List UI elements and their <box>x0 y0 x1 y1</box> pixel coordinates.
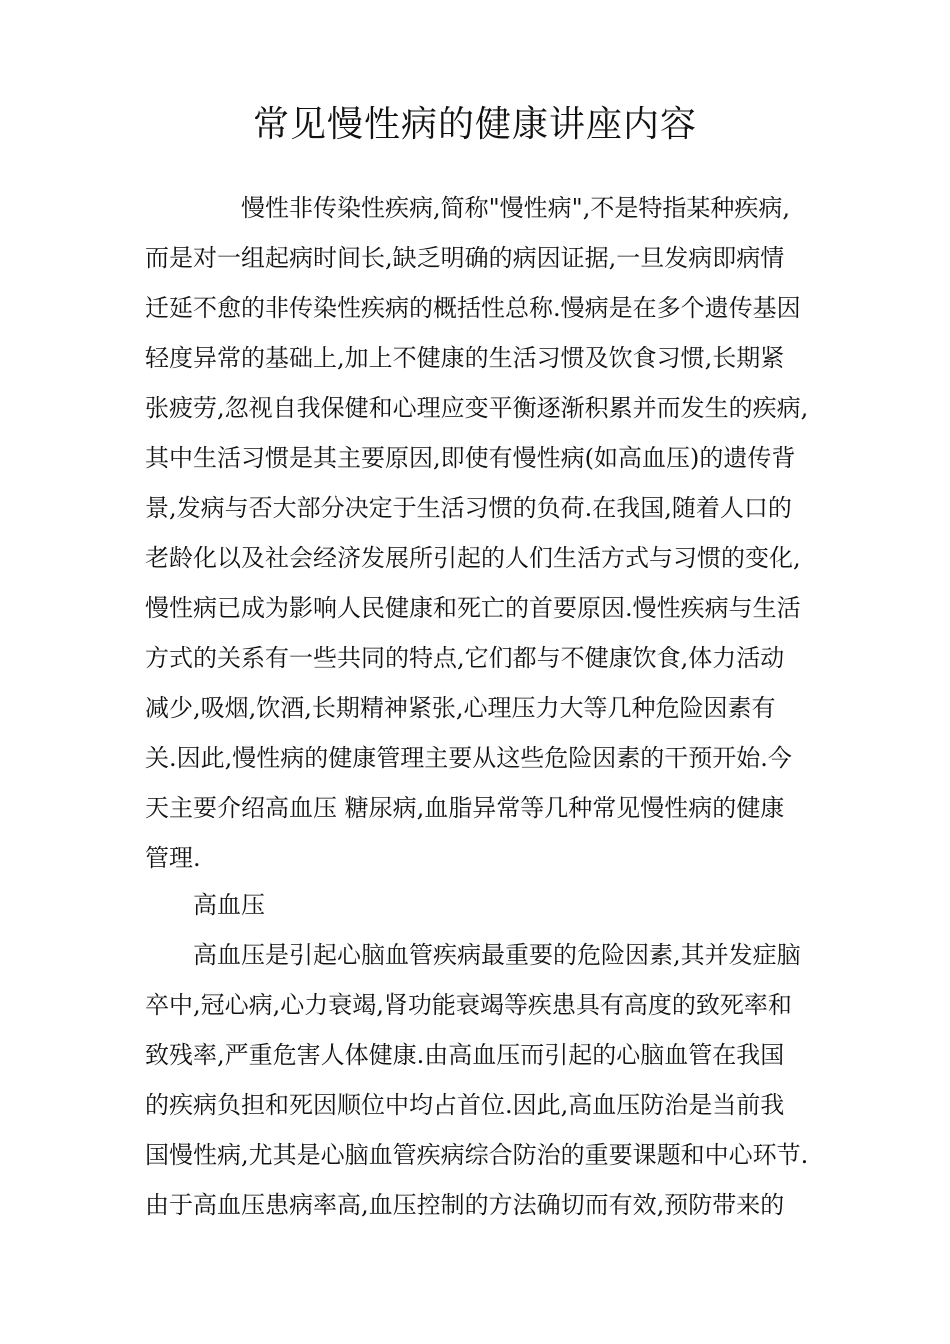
intro-paragraph <box>145 183 810 883</box>
paragraph-line: 迁延不愈的非传染性疾病的概括性总称.慢病是在多个遗传基因 <box>145 294 801 322</box>
paragraph-line: 慢性病已成为影响人民健康和死亡的首要原因.慢性疾病与生活 <box>145 594 801 622</box>
paragraph-line: 轻度异常的基础上,加上不健康的生活习惯及饮食习惯,长期紧 <box>145 344 785 372</box>
section-heading-text: 高血压 <box>145 891 265 919</box>
paragraph-line: 高血压是引起心脑血管疾病最重要的危险因素,其并发症脑 <box>145 941 801 969</box>
paragraph-line: 管理. <box>145 844 201 872</box>
section-heading-hypertension <box>145 880 810 930</box>
document-title: 常见慢性病的健康讲座内容 <box>252 104 697 145</box>
paragraph-line: 张疲劳,忽视自我保健和心理应变平衡逐渐积累并而发生的疾病, <box>145 394 809 422</box>
paragraph-line: 卒中,冠心病,心力衰竭,肾功能衰竭等疾患具有高度的致死率和 <box>145 991 792 1019</box>
paragraph-line: 老龄化以及社会经济发展所引起的人们生活方式与习惯的变化, <box>145 544 801 572</box>
hypertension-paragraph <box>145 930 810 1230</box>
paragraph-line: 由于高血压患病率高,血压控制的方法确切而有效,预防带来的 <box>145 1191 785 1219</box>
paragraph-line: 其中生活习惯是其主要原因,即使有慢性病(如高血压)的遗传背 <box>145 444 796 472</box>
paragraph-line: 景,发病与否大部分决定于生活习惯的负荷.在我国,随着人口的 <box>145 494 792 522</box>
paragraph-line: 致残率,严重危害人体健康.由高血压而引起的心脑血管在我国 <box>145 1041 785 1069</box>
paragraph-line: 关.因此,慢性病的健康管理主要从这些危险因素的干预开始.今 <box>145 744 792 772</box>
paragraph-line: 慢性非传染性疾病,简称"慢性病",不是特指某种疾病, <box>145 194 790 222</box>
paragraph-line: 而是对一组起病时间长,缺乏明确的病因证据,一旦发病即病情 <box>145 244 785 272</box>
paragraph-line: 的疾病负担和死因顺位中均占首位.因此,高血压防治是当前我 <box>145 1091 785 1119</box>
paragraph-line: 天主要介绍高血压 糖尿病,血脂异常等几种常见慢性病的健康 <box>145 794 785 822</box>
paragraph-line: 减少,吸烟,饮酒,长期精神紧张,心理压力大等几种危险因素有 <box>145 694 776 722</box>
paragraph-line: 方式的关系有一些共同的特点,它们都与不健康饮食,体力活动 <box>145 644 785 672</box>
paragraph-line: 国慢性病,尤其是心脑血管疾病综合防治的重要课题和中心环节. <box>145 1141 809 1169</box>
